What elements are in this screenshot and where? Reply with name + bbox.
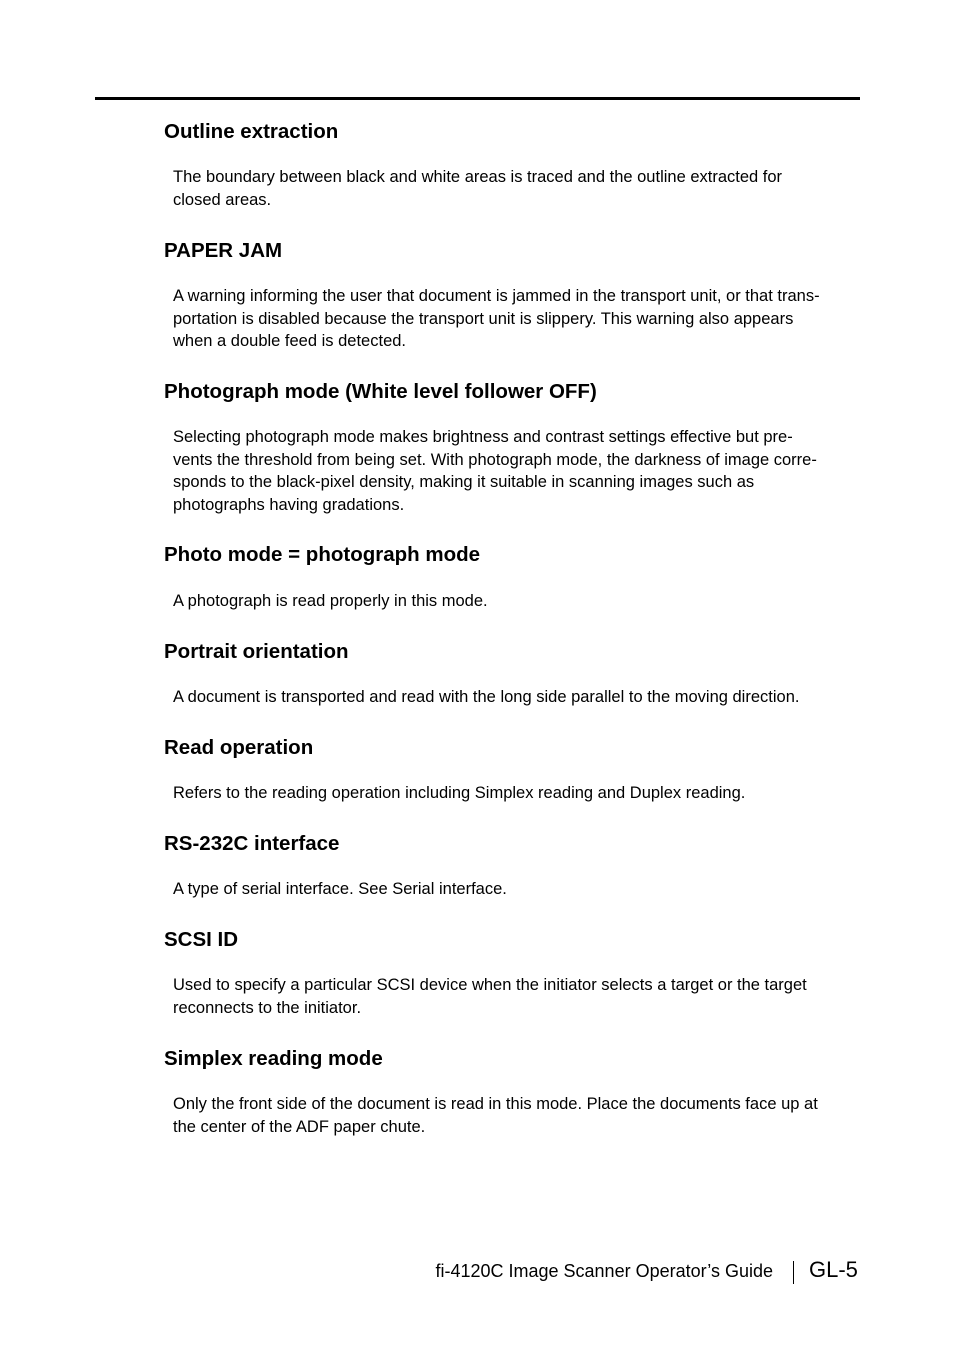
glossary-term: Photograph mode (White level follower OFF) [164,380,597,403]
glossary-definition [173,590,863,613]
definition-line: portation is disabled because the transport unit is slippery. This warning also appears [173,309,794,328]
definition-line: the center of the ADF paper chute. [173,1117,426,1136]
page-footer [0,1256,954,1286]
definition-line: vents the threshold from being set. With photograph mode, the darkness of image corre- [173,450,817,469]
definition-line: photographs having gradations. [173,495,405,514]
glossary-definition [173,1093,863,1138]
glossary-term: Portrait orientation [164,640,349,663]
glossary-term: RS-232C interface [164,832,340,855]
definition-line: closed areas. [173,190,272,209]
glossary-term: Simplex reading mode [164,1047,383,1070]
definition-line: A document is transported and read with the long side parallel to the moving direction. [173,688,800,706]
glossary-definition [173,878,863,901]
glossary-term: SCSI ID [164,928,239,951]
glossary-definition [173,782,863,805]
definition-line: when a double feed is detected. [173,332,407,351]
glossary-definition [173,285,863,353]
definition-line: Selecting photograph mode makes brightness and contrast settings effective but pre- [173,428,793,446]
glossary-term: PAPER JAM [164,239,283,262]
definition-line: The boundary between black and white areas is traced and the outline extracted for [173,168,783,186]
definition-line: Refers to the reading operation including Simplex reading and Duplex reading. [173,784,746,802]
top-rule [95,97,860,100]
definition-line: A type of serial interface. See Serial interface. [173,880,507,898]
definition-line: Used to specify a particular SCSI device when the initiator selects a target or the target [173,976,807,994]
glossary-definition [173,686,863,709]
glossary-term: Outline extraction [164,120,339,143]
definition-line: sponds to the black-pixel density, making it suitable in scanning images such as [173,473,755,492]
definition-line: reconnects to the initiator. [173,998,362,1017]
glossary-definition [173,974,863,1019]
definition-line: A warning informing the user that document is jammed in the transport unit, or that trans- [173,287,820,305]
definition-line: Only the front side of the document is read in this mode. Place the documents face up at [173,1095,818,1113]
glossary-term: Read operation [164,736,314,759]
page-number: GL-5 [809,1257,858,1282]
definition-line: A photograph is read properly in this mode. [173,592,488,610]
footer-document-title: fi-4120C Image Scanner Operator’s Guide [435,1261,773,1281]
footer-divider [793,1261,794,1284]
glossary-definition [173,426,863,516]
glossary-term: Photo mode = photograph mode [164,543,481,566]
glossary-definition [173,166,863,211]
